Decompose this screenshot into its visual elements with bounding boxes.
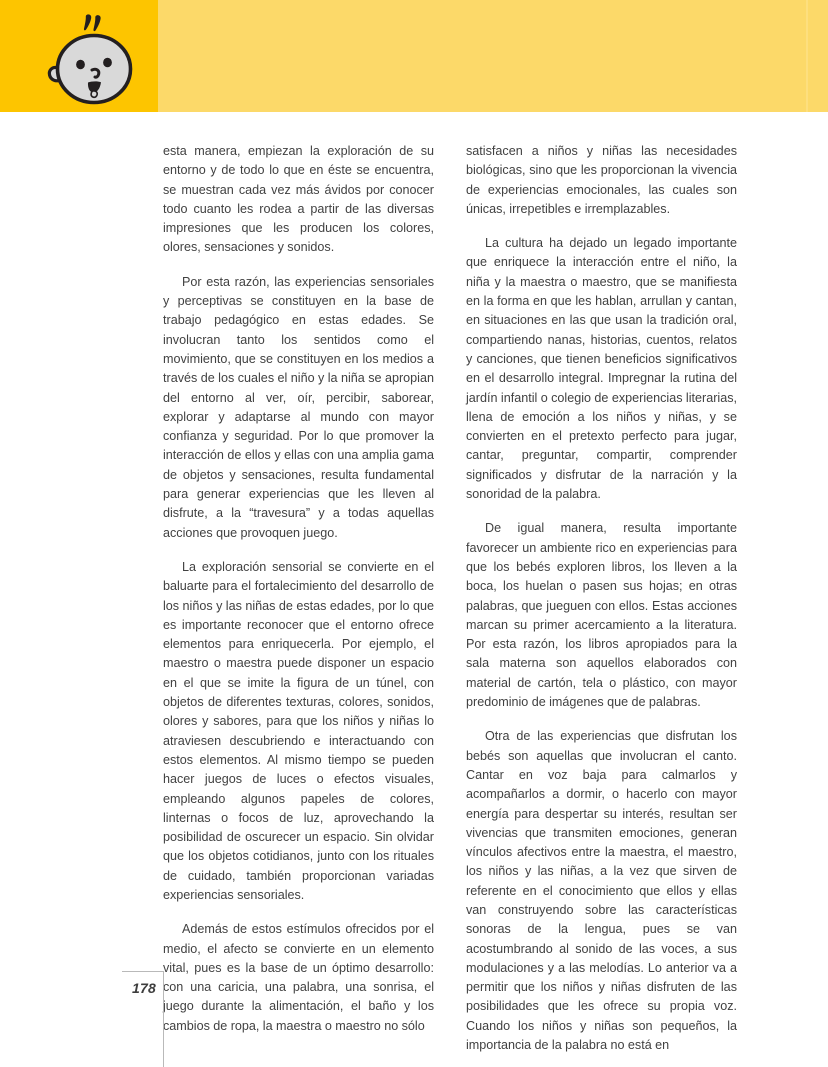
text-columns [163, 142, 738, 1055]
folio-rule [122, 971, 164, 1067]
baby-face-logo [40, 12, 144, 112]
header-band-light [158, 0, 828, 112]
paragraph: La cultura ha dejado un legado importante que enriquece la interacción entre el niño, la niña y la maestra o maestro, que se manifiesta en la forma en que les hablan, arrullan y cantan, en situaciones en las que usan la tradición oral, compartiendo nanas, historias, cuentos, relatos y canciones, que tienen beneficios significativos en el desarrollo integral. Impregnar la rutina del jardín infantil o colegio de experiencias literarias, llena de emoción a los niños y niñas, y se convierten en el pretexto perfecto para jugar, cantar, preguntar, compartir, comprender significados y disfrutar de la narración y la sonoridad de la palabra. [466, 236, 738, 502]
paragraph: De igual manera, resulta importante favorecer un ambiente rico en experiencias para que los bebés exploren libros, los lleven a la boca, los huelan o pasen sus hojas; en otras palabras, que jueguen con ellos. Estas acciones marcan su primer acercamiento a la literatura. Por esta razón, los libros apropiados para la sala materna son aquellos elaborados con material de cartón, tela o plástico, con mayor predominio de imágenes que de palabras. [466, 521, 737, 710]
page-body [0, 112, 828, 1067]
paragraph: Además de estos estímulos ofrecidos por el medio, el afecto se convierte en un elemento vital, pues es la base de un óptimo desarrollo: con una caricia, una palabra, una sonrisa, el juego durante la alimentación, el baño y los cambios de ropa, la maestra o maestro no sólo [163, 922, 434, 1033]
paragraph: Por esta razón, las experiencias sensoriales y perceptivas se constituyen en la base de trabajo pedagógico en estas edades. Se involucran tanto los sentidos como el movimiento, que se constituyen en los medios a través de los cuales el niño y la niña se apropian del entorno al ver, oír, percibir, saborear, explorar y adaptarse al mundo con mayor confianza y seguridad. Por lo que promover la interacción de ellos y ellas con una amplia gama de objetos y sensaciones, resulta fundamental para generar experiencias que les lleven al disfrute, a la “travesura” y a todas aquellas acciones que provoquen juego. [163, 274, 434, 540]
paragraph: esta manera, empiezan la exploración de su entorno y de todo lo que en éste se encuentra, se muestran cada vez más ávidos por conocer todo cuanto les rodea a partir de las diversas impresiones que les producen los colores, olores, sensaciones y sonidos. [163, 144, 434, 255]
page-number: 178 [132, 980, 156, 996]
paragraph: satisfacen a niños y niñas las necesidades biológicas, sino que les proporcionan la vivencia de experiencias emocionales, las cuales son únicas, irrepetibles e irremplazables. [466, 144, 737, 216]
page-header-band [0, 0, 828, 112]
left-text-column [163, 142, 434, 1055]
header-band-seam [806, 0, 808, 112]
paragraph: Otra de las experiencias que disfrutan los bebés son aquellas que involucran el canto. Cantar en voz baja para calmarlos y acompañarlos a dormir, o hacerlo con mayor energía para despertar su interés, resultan ser vivencias que transmiten emociones, generan vínculos afectivos entre la maestra, el maestro, los niños y las niñas, a la vez que sirven de referente en el conocimiento que ellos y ellas van construyendo sobre las características sonoras de la lengua, pues se van acostumbrando al sonido de las voces, a sus modulaciones y a las melodías. Lo anterior va a permitir que los niños y niñas disfruten de las posibilidades que les ofrece su propia voz. Cuando los niños y niñas son pequeños, la importancia de la palabra no está en [466, 729, 737, 1053]
paragraph: La exploración sensorial se convierte en el baluarte para el fortalecimiento del desarrollo de los niños y las niñas de estas edades, por lo que es importante reconocer que el entorno ofrece elementos para enriquecerla. Por ejemplo, el maestro o maestra puede disponer un espacio en el que se imite la figura de un túnel, con objetos de diferentes texturas, colores, sonidos, olores y sabores, para que los niños y niñas lo atraviesen descubriendo e interactuando con estos elementos. Al mismo tiempo se pueden hacer juegos de luces o efectos visuales, empleando algunos papeles de colores, linternas o focos de luz, aprovechando la posibilidad de oscurecer un espacio. Sin olvidar que los objetos cotidianos, junto con los rituales de cuidado, también proporcionan variadas experiencias sensoriales. [163, 559, 434, 902]
right-text-column [466, 142, 737, 1055]
